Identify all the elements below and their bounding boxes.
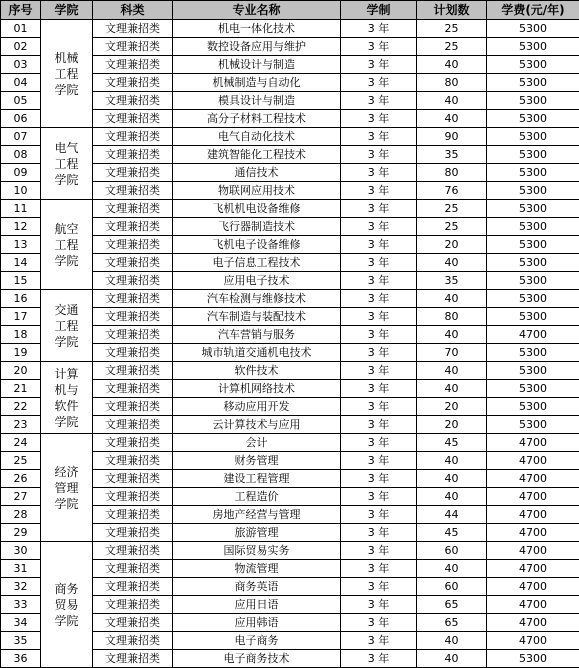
category-cell: 文理兼招类	[93, 254, 173, 272]
plan-count-cell: 20	[417, 416, 487, 434]
index-cell: 05	[1, 92, 41, 110]
index-cell: 17	[1, 308, 41, 326]
tuition-cell: 4700	[487, 488, 579, 506]
duration-cell: 3 年	[341, 128, 417, 146]
category-cell: 文理兼招类	[93, 632, 173, 650]
plan-count-cell: 20	[417, 398, 487, 416]
plan-count-cell: 40	[417, 488, 487, 506]
plan-count-cell: 25	[417, 38, 487, 56]
duration-cell: 3 年	[341, 74, 417, 92]
table-row	[1, 434, 579, 452]
index-cell: 36	[1, 650, 41, 668]
duration-cell: 3 年	[341, 614, 417, 632]
category-cell: 文理兼招类	[93, 110, 173, 128]
index-cell: 14	[1, 254, 41, 272]
major-cell: 物联网应用技术	[173, 182, 341, 200]
major-cell: 旅游管理	[173, 524, 341, 542]
index-cell: 01	[1, 20, 41, 38]
category-cell: 文理兼招类	[93, 20, 173, 38]
category-cell: 文理兼招类	[93, 182, 173, 200]
tuition-cell: 5300	[487, 182, 579, 200]
index-cell: 31	[1, 560, 41, 578]
category-cell: 文理兼招类	[93, 416, 173, 434]
plan-count-cell: 80	[417, 164, 487, 182]
major-cell: 数控设备应用与维护	[173, 38, 341, 56]
duration-cell: 3 年	[341, 254, 417, 272]
index-cell: 32	[1, 578, 41, 596]
index-cell: 03	[1, 56, 41, 74]
category-cell: 文理兼招类	[93, 74, 173, 92]
tuition-cell: 4700	[487, 470, 579, 488]
header-cell-tuition: 学费(元/年)	[487, 1, 579, 20]
duration-cell: 3 年	[341, 38, 417, 56]
major-cell: 城市轨道交通机电技术	[173, 344, 341, 362]
major-cell: 云计算技术与应用	[173, 416, 341, 434]
tuition-cell: 4700	[487, 614, 579, 632]
category-cell: 文理兼招类	[93, 524, 173, 542]
plan-count-cell: 40	[417, 254, 487, 272]
major-cell: 国际贸易实务	[173, 542, 341, 560]
college-cell: 电气工程学院	[41, 128, 93, 200]
major-cell: 飞行器制造技术	[173, 218, 341, 236]
tuition-cell: 5300	[487, 74, 579, 92]
tuition-cell: 4700	[487, 452, 579, 470]
category-cell: 文理兼招类	[93, 146, 173, 164]
plan-count-cell: 40	[417, 110, 487, 128]
header-cell-duration: 学制	[341, 1, 417, 20]
tuition-cell: 5300	[487, 146, 579, 164]
index-cell: 08	[1, 146, 41, 164]
college-cell: 航空工程学院	[41, 200, 93, 290]
duration-cell: 3 年	[341, 452, 417, 470]
category-cell: 文理兼招类	[93, 470, 173, 488]
duration-cell: 3 年	[341, 182, 417, 200]
index-cell: 10	[1, 182, 41, 200]
major-cell: 建筑智能化工程技术	[173, 146, 341, 164]
category-cell: 文理兼招类	[93, 218, 173, 236]
category-cell: 文理兼招类	[93, 308, 173, 326]
tuition-cell: 5300	[487, 200, 579, 218]
duration-cell: 3 年	[341, 488, 417, 506]
duration-cell: 3 年	[341, 632, 417, 650]
category-cell: 文理兼招类	[93, 452, 173, 470]
duration-cell: 3 年	[341, 110, 417, 128]
duration-cell: 3 年	[341, 560, 417, 578]
plan-count-cell: 40	[417, 92, 487, 110]
major-cell: 汽车营销与服务	[173, 326, 341, 344]
major-cell: 机械设计与制造	[173, 56, 341, 74]
tuition-cell: 5300	[487, 128, 579, 146]
tuition-cell: 5300	[487, 254, 579, 272]
plan-count-cell: 40	[417, 452, 487, 470]
plan-count-cell: 45	[417, 434, 487, 452]
plan-count-cell: 35	[417, 146, 487, 164]
index-cell: 04	[1, 74, 41, 92]
index-cell: 21	[1, 380, 41, 398]
major-cell: 电子商务技术	[173, 650, 341, 668]
duration-cell: 3 年	[341, 398, 417, 416]
duration-cell: 3 年	[341, 308, 417, 326]
duration-cell: 3 年	[341, 344, 417, 362]
plan-count-cell: 90	[417, 128, 487, 146]
category-cell: 文理兼招类	[93, 578, 173, 596]
major-cell: 应用电子技术	[173, 272, 341, 290]
header-cell-index: 序号	[1, 1, 41, 20]
major-cell: 房地产经营与管理	[173, 506, 341, 524]
major-cell: 汽车检测与维修技术	[173, 290, 341, 308]
plan-count-cell: 35	[417, 272, 487, 290]
tuition-cell: 5300	[487, 218, 579, 236]
tuition-cell: 5300	[487, 92, 579, 110]
duration-cell: 3 年	[341, 20, 417, 38]
college-cell: 商务贸易学院	[41, 542, 93, 668]
duration-cell: 3 年	[341, 326, 417, 344]
plan-count-cell: 25	[417, 218, 487, 236]
major-cell: 商务英语	[173, 578, 341, 596]
header-cell-major: 专业名称	[173, 1, 341, 20]
duration-cell: 3 年	[341, 416, 417, 434]
category-cell: 文理兼招类	[93, 290, 173, 308]
plan-count-cell: 20	[417, 236, 487, 254]
table-row	[1, 200, 579, 218]
duration-cell: 3 年	[341, 236, 417, 254]
category-cell: 文理兼招类	[93, 56, 173, 74]
college-cell: 计算机与软件学院	[41, 362, 93, 434]
major-cell: 建设工程管理	[173, 470, 341, 488]
plan-count-cell: 40	[417, 632, 487, 650]
index-cell: 28	[1, 506, 41, 524]
category-cell: 文理兼招类	[93, 362, 173, 380]
tuition-cell: 5300	[487, 344, 579, 362]
major-cell: 模具设计与制造	[173, 92, 341, 110]
category-cell: 文理兼招类	[93, 542, 173, 560]
duration-cell: 3 年	[341, 578, 417, 596]
tuition-cell: 5300	[487, 272, 579, 290]
tuition-cell: 5300	[487, 20, 579, 38]
plan-count-cell: 60	[417, 542, 487, 560]
tuition-cell: 5300	[487, 56, 579, 74]
category-cell: 文理兼招类	[93, 344, 173, 362]
major-cell: 电气自动化技术	[173, 128, 341, 146]
category-cell: 文理兼招类	[93, 38, 173, 56]
duration-cell: 3 年	[341, 596, 417, 614]
major-cell: 应用日语	[173, 596, 341, 614]
table-row	[1, 362, 579, 380]
index-cell: 30	[1, 542, 41, 560]
duration-cell: 3 年	[341, 218, 417, 236]
tuition-cell: 5300	[487, 416, 579, 434]
plan-count-cell: 40	[417, 362, 487, 380]
index-cell: 24	[1, 434, 41, 452]
major-cell: 飞机机电设备维修	[173, 200, 341, 218]
tuition-cell: 5300	[487, 164, 579, 182]
duration-cell: 3 年	[341, 650, 417, 668]
plan-count-cell: 40	[417, 380, 487, 398]
plan-count-cell: 40	[417, 290, 487, 308]
tuition-cell: 4700	[487, 524, 579, 542]
duration-cell: 3 年	[341, 272, 417, 290]
category-cell: 文理兼招类	[93, 560, 173, 578]
plan-count-cell: 45	[417, 524, 487, 542]
plan-count-cell: 44	[417, 506, 487, 524]
tuition-cell: 4700	[487, 596, 579, 614]
plan-count-cell: 60	[417, 578, 487, 596]
tuition-cell: 4700	[487, 326, 579, 344]
category-cell: 文理兼招类	[93, 200, 173, 218]
index-cell: 15	[1, 272, 41, 290]
index-cell: 23	[1, 416, 41, 434]
category-cell: 文理兼招类	[93, 596, 173, 614]
index-cell: 06	[1, 110, 41, 128]
major-cell: 通信技术	[173, 164, 341, 182]
major-cell: 电子信息工程技术	[173, 254, 341, 272]
duration-cell: 3 年	[341, 506, 417, 524]
category-cell: 文理兼招类	[93, 650, 173, 668]
plan-count-cell: 80	[417, 74, 487, 92]
table-row	[1, 542, 579, 560]
index-cell: 02	[1, 38, 41, 56]
index-cell: 20	[1, 362, 41, 380]
category-cell: 文理兼招类	[93, 164, 173, 182]
tuition-cell: 5300	[487, 380, 579, 398]
plan-count-cell: 76	[417, 182, 487, 200]
plan-count-cell: 40	[417, 470, 487, 488]
index-cell: 09	[1, 164, 41, 182]
tuition-cell: 5300	[487, 290, 579, 308]
duration-cell: 3 年	[341, 542, 417, 560]
duration-cell: 3 年	[341, 200, 417, 218]
header-cell-category: 科类	[93, 1, 173, 20]
index-cell: 18	[1, 326, 41, 344]
duration-cell: 3 年	[341, 164, 417, 182]
category-cell: 文理兼招类	[93, 236, 173, 254]
major-cell: 移动应用开发	[173, 398, 341, 416]
tuition-cell: 5300	[487, 110, 579, 128]
duration-cell: 3 年	[341, 56, 417, 74]
tuition-cell: 5300	[487, 362, 579, 380]
tuition-cell: 5300	[487, 650, 579, 668]
index-cell: 25	[1, 452, 41, 470]
plan-count-cell: 25	[417, 20, 487, 38]
table-row	[1, 20, 579, 38]
table-row	[1, 290, 579, 308]
duration-cell: 3 年	[341, 380, 417, 398]
plan-count-cell: 65	[417, 596, 487, 614]
header-cell-plan: 计划数	[417, 1, 487, 20]
plan-count-cell: 80	[417, 308, 487, 326]
tuition-cell: 5300	[487, 38, 579, 56]
major-cell: 计算机网络技术	[173, 380, 341, 398]
header-cell-college: 学院	[41, 1, 93, 20]
index-cell: 35	[1, 632, 41, 650]
index-cell: 19	[1, 344, 41, 362]
plan-count-cell: 25	[417, 200, 487, 218]
index-cell: 16	[1, 290, 41, 308]
tuition-cell: 5300	[487, 398, 579, 416]
category-cell: 文理兼招类	[93, 614, 173, 632]
duration-cell: 3 年	[341, 470, 417, 488]
plan-count-cell: 40	[417, 650, 487, 668]
duration-cell: 3 年	[341, 524, 417, 542]
major-cell: 软件技术	[173, 362, 341, 380]
major-cell: 会计	[173, 434, 341, 452]
major-cell: 汽车制造与装配技术	[173, 308, 341, 326]
major-cell: 应用韩语	[173, 614, 341, 632]
plan-count-cell: 65	[417, 614, 487, 632]
major-cell: 物流管理	[173, 560, 341, 578]
tuition-cell: 4700	[487, 560, 579, 578]
tuition-cell: 4700	[487, 506, 579, 524]
index-cell: 26	[1, 470, 41, 488]
category-cell: 文理兼招类	[93, 92, 173, 110]
index-cell: 11	[1, 200, 41, 218]
header-row	[1, 1, 579, 20]
category-cell: 文理兼招类	[93, 434, 173, 452]
category-cell: 文理兼招类	[93, 326, 173, 344]
plan-count-cell: 40	[417, 56, 487, 74]
plan-count-cell: 40	[417, 326, 487, 344]
tuition-cell: 4700	[487, 578, 579, 596]
category-cell: 文理兼招类	[93, 128, 173, 146]
index-cell: 27	[1, 488, 41, 506]
duration-cell: 3 年	[341, 92, 417, 110]
tuition-cell: 5300	[487, 236, 579, 254]
college-cell: 机械工程学院	[41, 20, 93, 128]
table-row	[1, 128, 579, 146]
tuition-cell: 4700	[487, 542, 579, 560]
major-cell: 工程造价	[173, 488, 341, 506]
category-cell: 文理兼招类	[93, 506, 173, 524]
category-cell: 文理兼招类	[93, 272, 173, 290]
index-cell: 13	[1, 236, 41, 254]
duration-cell: 3 年	[341, 434, 417, 452]
college-cell: 交通工程学院	[41, 290, 93, 362]
college-cell: 经济管理学院	[41, 434, 93, 542]
category-cell: 文理兼招类	[93, 488, 173, 506]
plan-count-cell: 70	[417, 344, 487, 362]
index-cell: 34	[1, 614, 41, 632]
index-cell: 12	[1, 218, 41, 236]
duration-cell: 3 年	[341, 146, 417, 164]
tuition-cell: 4700	[487, 632, 579, 650]
major-cell: 电子商务	[173, 632, 341, 650]
major-cell: 机械制造与自动化	[173, 74, 341, 92]
category-cell: 文理兼招类	[93, 398, 173, 416]
tuition-cell: 4700	[487, 434, 579, 452]
duration-cell: 3 年	[341, 290, 417, 308]
major-cell: 高分子材料工程技术	[173, 110, 341, 128]
major-cell: 飞机电子设备维修	[173, 236, 341, 254]
category-cell: 文理兼招类	[93, 380, 173, 398]
tuition-cell: 5300	[487, 308, 579, 326]
index-cell: 29	[1, 524, 41, 542]
duration-cell: 3 年	[341, 362, 417, 380]
major-cell: 财务管理	[173, 452, 341, 470]
major-cell: 机电一体化技术	[173, 20, 341, 38]
plan-count-cell: 40	[417, 560, 487, 578]
index-cell: 07	[1, 128, 41, 146]
index-cell: 33	[1, 596, 41, 614]
index-cell: 22	[1, 398, 41, 416]
